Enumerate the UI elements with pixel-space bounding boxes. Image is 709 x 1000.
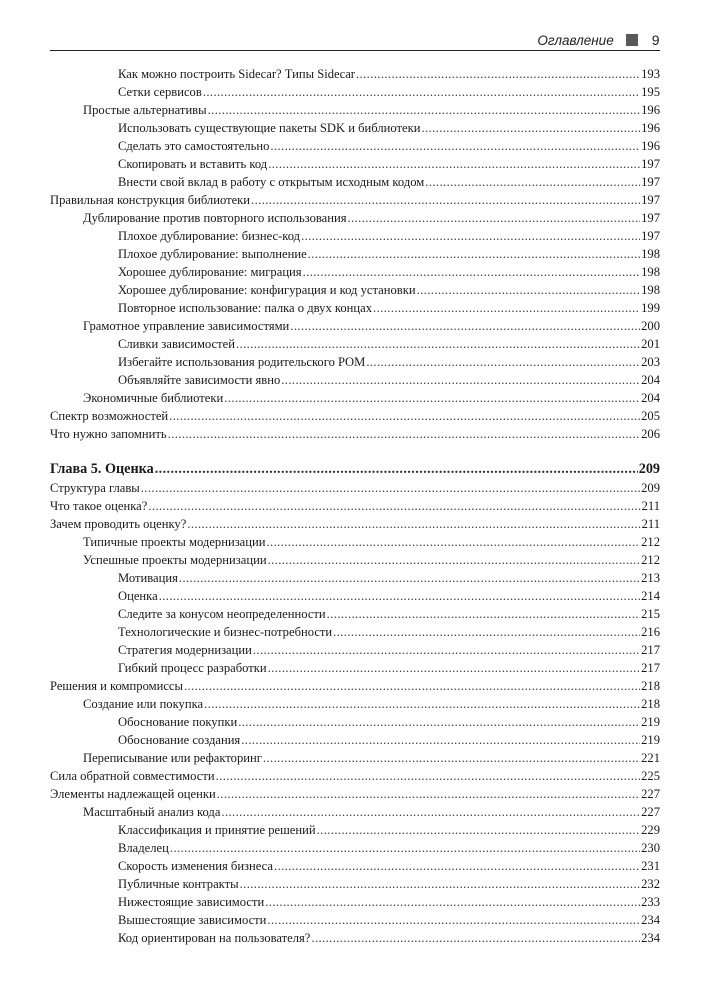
- toc-entry-page: 225: [641, 769, 660, 783]
- toc-entry-title: Спектр возможностей: [50, 409, 169, 423]
- toc-entry[interactable]: [50, 479, 660, 497]
- dot-leader: [169, 407, 640, 425]
- toc-entry[interactable]: [50, 119, 660, 137]
- dot-leader: [179, 569, 640, 587]
- toc-entry[interactable]: [50, 731, 660, 749]
- dot-leader: [290, 317, 640, 335]
- toc-entry-page: 211: [641, 499, 660, 513]
- toc-entry-title: Технологические и бизнес-потребности: [118, 625, 333, 639]
- toc-entry-page: 206: [641, 427, 660, 441]
- dot-leader: [224, 389, 640, 407]
- toc-entry[interactable]: [50, 65, 660, 83]
- toc-entry-page: 204: [641, 373, 660, 387]
- toc-entry-page: 233: [641, 895, 660, 909]
- toc-entry[interactable]: [50, 785, 660, 803]
- dot-leader: [267, 911, 640, 929]
- toc-entry-page: 217: [641, 661, 660, 675]
- dot-leader: [425, 173, 640, 191]
- toc-entry-page: 218: [641, 697, 660, 711]
- toc-entry-page: 227: [641, 787, 660, 801]
- toc-entry-title: Экономичные библиотеки: [83, 391, 224, 405]
- dot-leader: [155, 459, 638, 479]
- toc-entry[interactable]: [50, 173, 660, 191]
- toc-entry[interactable]: [50, 137, 660, 155]
- toc-entry-title: Сделать это самостоятельно: [118, 139, 270, 153]
- toc-entry-title: Скорость изменения бизнеса: [118, 859, 274, 873]
- toc-entry[interactable]: [50, 299, 660, 317]
- dot-leader: [417, 281, 641, 299]
- dot-leader: [317, 821, 641, 839]
- toc-entry-page: 219: [641, 733, 660, 747]
- toc-entry-title: Владелец: [118, 841, 169, 855]
- toc-entry-page: 231: [641, 859, 660, 873]
- toc-entry[interactable]: [50, 497, 660, 515]
- toc-entry-page: 201: [641, 337, 660, 351]
- dot-leader: [168, 425, 640, 443]
- toc-entry[interactable]: [50, 641, 660, 659]
- dot-leader: [311, 929, 640, 947]
- toc-entry-title: Использовать существующие пакеты SDK и библиотеки: [118, 121, 421, 135]
- toc-entry-title: Избегайте использования родительского POM: [118, 355, 366, 369]
- toc-entry-title: Обоснование покупки: [118, 715, 238, 729]
- dot-leader: [240, 875, 641, 893]
- toc-entry-page: 216: [641, 625, 660, 639]
- toc-entry-title: Публичные контракты: [118, 877, 239, 891]
- toc-entry-title: Плохое дублирование: выполнение: [118, 247, 307, 261]
- toc-entry-title: Успешные проекты модернизации: [83, 553, 267, 567]
- toc-entry-page: 232: [641, 877, 660, 891]
- toc-entry-page: 213: [641, 571, 660, 585]
- toc-entry-title: Решения и компромиссы: [50, 679, 183, 693]
- toc-entry-page: 200: [641, 319, 660, 333]
- toc-entry[interactable]: [50, 191, 660, 209]
- chapter-gap: [50, 443, 660, 459]
- toc-entry-title: Сливки зависимостей: [118, 337, 235, 351]
- toc-entry-title: Структура главы: [50, 481, 140, 495]
- dot-leader: [221, 803, 640, 821]
- toc-entry-title: Масштабный анализ кода: [83, 805, 221, 819]
- toc-entry-page: 199: [641, 301, 660, 315]
- toc-entry-title: Хорошее дублирование: миграция: [118, 265, 302, 279]
- toc-entry-page: 218: [641, 679, 660, 693]
- toc-entry[interactable]: [50, 425, 660, 443]
- toc-entry-title: Сетки сервисов: [118, 85, 202, 99]
- dot-leader: [308, 245, 640, 263]
- toc-entry-title: Что нужно запомнить: [50, 427, 167, 441]
- toc-entry-title: Что такое оценка?: [50, 499, 148, 513]
- toc-entry[interactable]: [50, 371, 660, 389]
- toc-entry[interactable]: [50, 929, 660, 947]
- toc-entry-title: Элементы надлежащей оценки: [50, 787, 216, 801]
- dot-leader: [373, 299, 640, 317]
- toc-entry-page: 212: [641, 535, 660, 549]
- dot-leader: [236, 335, 640, 353]
- toc-entry-page: 198: [641, 283, 660, 297]
- dot-leader: [159, 587, 640, 605]
- toc-entry-title: Внести свой вклад в работу с открытым исходным кодом: [118, 175, 425, 189]
- running-header: [50, 31, 660, 49]
- toc-entry[interactable]: [50, 623, 660, 641]
- toc-entry[interactable]: [50, 281, 660, 299]
- toc-entry-title: Создание или покупка: [83, 697, 204, 711]
- toc-entry[interactable]: [50, 389, 660, 407]
- dot-leader: [263, 749, 640, 767]
- toc-entry-page: 221: [641, 751, 660, 765]
- toc-entry[interactable]: [50, 155, 660, 173]
- toc-entry-page: 234: [641, 931, 660, 945]
- dot-leader: [366, 353, 640, 371]
- toc-entry[interactable]: [50, 659, 660, 677]
- toc-entry-page: 196: [641, 103, 660, 117]
- header-divider: [50, 50, 660, 51]
- toc-entry[interactable]: [50, 605, 660, 623]
- dot-leader: [241, 731, 640, 749]
- toc-entry-page: 212: [641, 553, 660, 567]
- dot-leader: [274, 857, 640, 875]
- toc-entry-title: Плохое дублирование: бизнес-код: [118, 229, 301, 243]
- dot-leader: [327, 605, 640, 623]
- toc-entry-title: Повторное использование: палка о двух концах: [118, 301, 373, 315]
- dot-leader: [216, 767, 641, 785]
- toc-entry[interactable]: [50, 749, 660, 767]
- toc-entry-page: 217: [641, 643, 660, 657]
- toc-entry-title: Объявляйте зависимости явно: [118, 373, 281, 387]
- toc-entry-page: 198: [641, 265, 660, 279]
- toc-entry-title: Глава 5. Оценка: [50, 461, 154, 477]
- toc-entry[interactable]: [50, 209, 660, 227]
- toc-chapter-entry[interactable]: [50, 459, 660, 479]
- toc-entry[interactable]: [50, 335, 660, 353]
- toc-entry-page: 229: [641, 823, 660, 837]
- dot-leader: [421, 119, 640, 137]
- toc-entry[interactable]: [50, 533, 660, 551]
- dot-leader: [268, 551, 641, 569]
- toc-entry-page: 203: [641, 355, 660, 369]
- toc-entry[interactable]: [50, 875, 660, 893]
- dot-leader: [184, 677, 640, 695]
- toc-entry[interactable]: [50, 515, 660, 533]
- toc-entry-title: Обоснование создания: [118, 733, 241, 747]
- toc-entry[interactable]: [50, 857, 660, 875]
- dot-leader: [204, 695, 640, 713]
- dot-leader: [253, 641, 640, 659]
- toc-entry-page: 197: [641, 175, 660, 189]
- toc-entry-title: Зачем проводить оценку?: [50, 517, 187, 531]
- table-of-contents: [50, 65, 660, 947]
- toc-entry-title: Переписывание или рефакторинг: [83, 751, 262, 765]
- page-number: 9: [651, 32, 660, 48]
- toc-entry-title: Стратегия модернизации: [118, 643, 252, 657]
- dot-leader: [141, 479, 640, 497]
- toc-entry[interactable]: [50, 803, 660, 821]
- toc-entry-page: 204: [641, 391, 660, 405]
- toc-entry-title: Дублирование против повторного использования: [83, 211, 347, 225]
- square-ornament-icon: [626, 34, 638, 46]
- dot-leader: [238, 713, 640, 731]
- toc-entry-title: Мотивация: [118, 571, 178, 585]
- toc-entry-page: 214: [641, 589, 660, 603]
- toc-entry-page: 215: [641, 607, 660, 621]
- dot-leader: [270, 137, 640, 155]
- dot-leader: [203, 83, 640, 101]
- toc-entry[interactable]: [50, 695, 660, 713]
- toc-entry-page: 197: [641, 211, 660, 225]
- dot-leader: [251, 191, 640, 209]
- toc-entry[interactable]: [50, 101, 660, 119]
- toc-entry-title: Хорошее дублирование: конфигурация и код установки: [118, 283, 416, 297]
- toc-entry[interactable]: [50, 587, 660, 605]
- toc-entry[interactable]: [50, 893, 660, 911]
- dot-leader: [268, 659, 640, 677]
- toc-entry[interactable]: [50, 227, 660, 245]
- toc-entry-title: Как можно построить Sidecar? Типы Sidecar: [118, 67, 355, 81]
- toc-entry[interactable]: [50, 713, 660, 731]
- toc-entry[interactable]: [50, 551, 660, 569]
- toc-entry-title: Грамотное управление зависимостями: [83, 319, 290, 333]
- toc-entry-title: Вышестоящие зависимости: [118, 913, 267, 927]
- toc-entry[interactable]: [50, 353, 660, 371]
- toc-entry-page: 205: [641, 409, 660, 423]
- dot-leader: [208, 101, 641, 119]
- dot-leader: [187, 515, 640, 533]
- toc-entry-title: Скопировать и вставить код: [118, 157, 268, 171]
- toc-entry-title: Классификация и принятие решений: [118, 823, 316, 837]
- toc-entry-title: Сила обратной совместимости: [50, 769, 215, 783]
- running-header-section: Оглавление: [537, 32, 614, 48]
- toc-entry-title: Код ориентирован на пользователя?: [118, 931, 311, 945]
- toc-entry-title: Нижестоящие зависимости: [118, 895, 265, 909]
- dot-leader: [268, 155, 640, 173]
- toc-entry-title: Типичные проекты модернизации: [83, 535, 266, 549]
- toc-entry-page: 196: [641, 139, 660, 153]
- dot-leader: [356, 65, 640, 83]
- toc-entry[interactable]: [50, 911, 660, 929]
- dot-leader: [170, 839, 640, 857]
- dot-leader: [303, 263, 641, 281]
- dot-leader: [148, 497, 640, 515]
- dot-leader: [301, 227, 640, 245]
- toc-entry[interactable]: [50, 677, 660, 695]
- toc-entry-page: 197: [641, 193, 660, 207]
- toc-entry-page: 230: [641, 841, 660, 855]
- toc-entry[interactable]: [50, 839, 660, 857]
- dot-leader: [217, 785, 640, 803]
- dot-leader: [266, 533, 640, 551]
- toc-entry-title: Оценка: [118, 589, 158, 603]
- dot-leader: [333, 623, 640, 641]
- toc-entry[interactable]: [50, 317, 660, 335]
- toc-entry-page: 193: [641, 67, 660, 81]
- toc-entry[interactable]: [50, 407, 660, 425]
- toc-entry-page: 219: [641, 715, 660, 729]
- toc-entry-page: 209: [638, 461, 660, 477]
- dot-leader: [265, 893, 640, 911]
- toc-entry-page: 198: [641, 247, 660, 261]
- toc-entry-page: 195: [641, 85, 660, 99]
- toc-entry-page: 197: [641, 229, 660, 243]
- toc-entry[interactable]: [50, 83, 660, 101]
- dot-leader: [348, 209, 641, 227]
- toc-entry-page: 234: [641, 913, 660, 927]
- dot-leader: [281, 371, 640, 389]
- toc-entry-page: 196: [641, 121, 660, 135]
- toc-entry[interactable]: [50, 245, 660, 263]
- toc-entry[interactable]: [50, 263, 660, 281]
- toc-entry-page: 197: [641, 157, 660, 171]
- toc-entry-title: Простые альтернативы: [83, 103, 207, 117]
- toc-entry[interactable]: [50, 821, 660, 839]
- toc-entry[interactable]: [50, 569, 660, 587]
- toc-entry-page: 211: [641, 517, 660, 531]
- toc-entry-title: Гибкий процесс разработки: [118, 661, 267, 675]
- toc-entry-page: 209: [641, 481, 660, 495]
- toc-entry-title: Правильная конструкция библиотеки: [50, 193, 251, 207]
- toc-entry-title: Следите за конусом неопределенности: [118, 607, 326, 621]
- toc-entry[interactable]: [50, 767, 660, 785]
- toc-entry-page: 227: [641, 805, 660, 819]
